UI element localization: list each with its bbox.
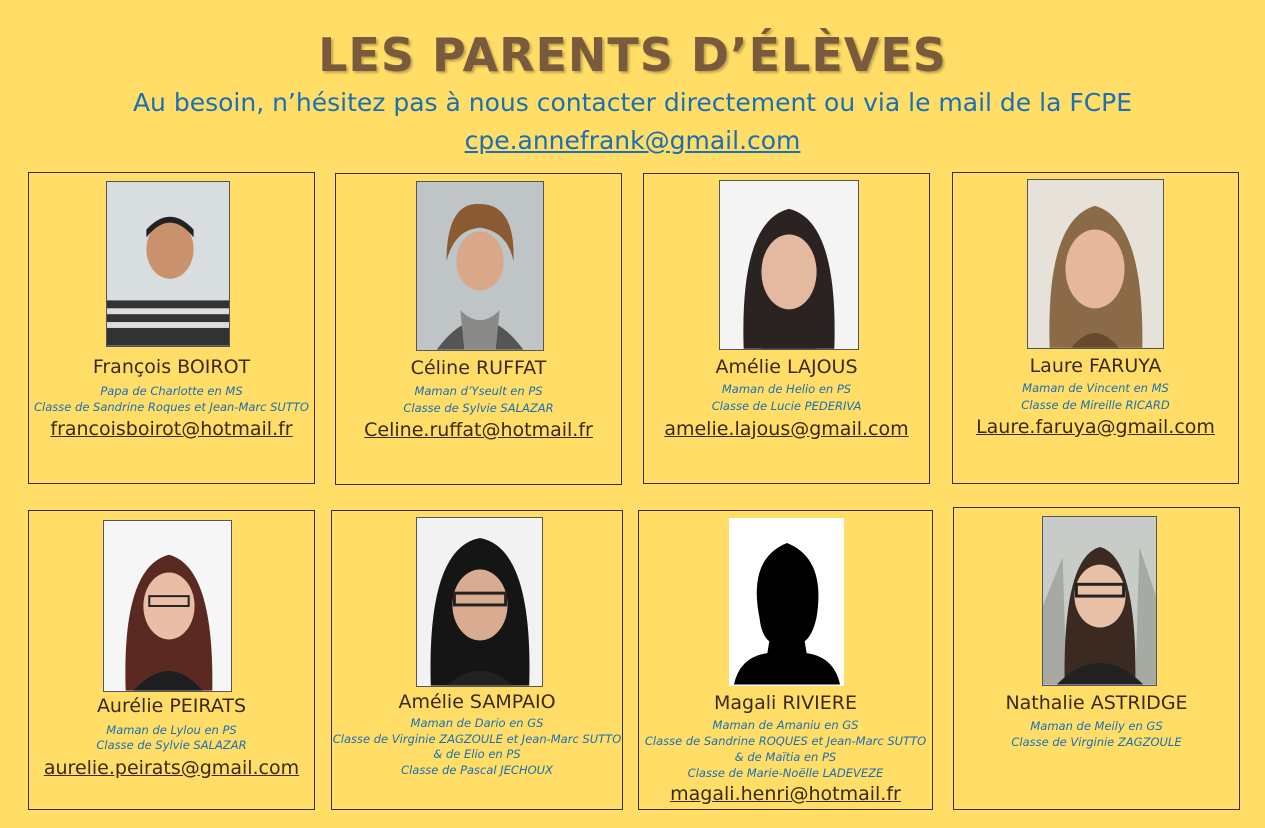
parent-photo [103, 520, 232, 692]
parent-name: Nathalie ASTRIDGE [1005, 692, 1188, 714]
parent-photo [729, 518, 844, 686]
parent-child-line: Maman de Amaniu en GS [712, 718, 859, 732]
parent-card [28, 172, 315, 484]
parent-child-line: Maman de Dario en GS [410, 716, 544, 730]
parent-name: Amélie LAJOUS [715, 356, 858, 378]
parent-photo [416, 517, 543, 687]
parent-card [643, 173, 930, 484]
parent-card [952, 172, 1239, 484]
parent-photo [416, 181, 544, 351]
parent-name: Céline RUFFAT [410, 357, 547, 379]
parent-email-link[interactable]: francoisboirot@hotmail.fr [50, 418, 293, 440]
parent-child-line: Papa de Charlotte en MS [100, 384, 243, 398]
silhouette-icon [730, 519, 843, 685]
parent-card [335, 173, 622, 485]
parent-photo [106, 181, 230, 347]
parent-email-link[interactable]: aurelie.peirats@gmail.com [43, 757, 300, 779]
parent-card [953, 507, 1240, 810]
parent-class-line: Classe de Mireille RICARD [1021, 398, 1170, 412]
parent-class-line-2: Classe de Pascal JECHOUX [401, 763, 553, 777]
parent-photo [1042, 516, 1157, 686]
parent-card [638, 510, 933, 810]
parent-child-line: Maman de Lylou en PS [106, 723, 237, 737]
parent-child-line: Maman de Vincent en MS [1022, 381, 1169, 395]
parent-photo [1027, 179, 1164, 349]
parent-photo [719, 180, 859, 350]
parent-name: Magali RIVIERE [714, 692, 857, 714]
parent-name: Aurélie PEIRATS [96, 695, 247, 717]
parent-email-link[interactable]: magali.henri@hotmail.fr [670, 783, 901, 805]
parent-class-line: Classe de Sandrine ROQUES et Jean-Marc SUTTO [644, 734, 927, 748]
parent-card [331, 510, 623, 810]
parent-class-line-2: Classe de Marie-Noëlle LADEVEZE [687, 766, 884, 780]
parent-name: Amélie SAMPAIO [398, 691, 556, 713]
parent-child-line: Maman de Helio en PS [721, 382, 852, 396]
parent-class-line: Classe de Sandrine Roques et Jean-Marc SUTTO [34, 400, 309, 414]
parent-class-line: Classe de Sylvie SALAZAR [403, 401, 554, 415]
parent-class-line: Classe de Lucie PEDERIVA [711, 399, 862, 413]
fcpe-email-link[interactable]: cpe.annefrank@gmail.com [464, 126, 801, 155]
parent-child-line-2: & de Elio en PS [433, 747, 521, 761]
page-title: LES PARENTS D’ÉLÈVES [318, 28, 947, 82]
parent-email-link[interactable]: Laure.faruya@gmail.com [976, 416, 1215, 438]
parent-child-line-2: & de Maïtia en PS [734, 750, 837, 764]
page-subtitle: Au besoin, n’hésitez pas à nous contacter directement ou via le mail de la FCPE [132, 88, 1133, 117]
parent-email-link[interactable]: amelie.lajous@gmail.com [664, 418, 909, 440]
parent-name: Laure FARUYA [1029, 355, 1162, 377]
parent-class-line: Classe de Sylvie SALAZAR [96, 738, 247, 752]
parent-card [28, 510, 315, 810]
parent-child-line: Maman d’Yseult en PS [414, 384, 543, 398]
parent-email-link[interactable]: Celine.ruffat@hotmail.fr [364, 419, 593, 441]
parent-class-line: Classe de Virginie ZAGZOULE et Jean-Marc SUTTO [332, 732, 622, 746]
parent-name: François BOIROT [92, 356, 251, 378]
parent-child-line: Maman de Meily en GS [1030, 719, 1163, 733]
parent-class-line: Classe de Virginie ZAGZOULE [1011, 735, 1182, 749]
